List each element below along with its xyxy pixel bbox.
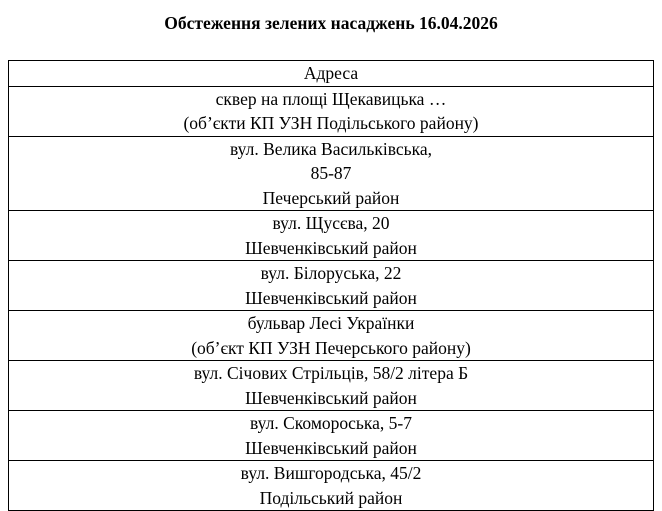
address-cell: [9, 411, 654, 461]
column-header-address: Адреса: [9, 61, 654, 87]
address-line: вул. Вишгородська, 45/2: [240, 463, 422, 483]
address-line: Шевченківський район: [245, 387, 417, 408]
address-line: Подільський район: [259, 487, 403, 508]
address-line: вул. Білоруська, 22: [260, 263, 402, 283]
address-cell: [9, 311, 654, 361]
address-cell: [9, 136, 654, 211]
address-table: [8, 60, 654, 511]
address-line: (об’єкти КП УЗН Подільського району): [183, 113, 479, 133]
address-line: бульвар Лесі Українки: [247, 313, 415, 333]
address-line: Печерський район: [262, 187, 400, 208]
table-row: [9, 211, 654, 261]
address-line: 85-87: [310, 163, 352, 183]
address-line: Шевченківський район: [245, 437, 417, 458]
table-header-row: [9, 61, 654, 87]
address-line: (об’єкт КП УЗН Печерського району): [191, 337, 471, 358]
table-row: [9, 411, 654, 461]
address-line: Шевченківський район: [245, 237, 417, 258]
table-row: [9, 261, 654, 311]
table-row: [9, 136, 654, 211]
address-line: сквер на площі Щекавицька …: [215, 88, 447, 109]
address-cell: [9, 211, 654, 261]
address-cell: [9, 86, 654, 136]
address-line: вул. Велика Васильківська,: [230, 138, 432, 159]
address-cell: [9, 461, 654, 511]
table-row: [9, 311, 654, 361]
address-cell: [9, 361, 654, 411]
address-line: вул. Щусєва, 20: [272, 213, 390, 233]
table-row: [9, 86, 654, 136]
address-cell: [9, 261, 654, 311]
address-line: вул. Скоморoська, 5-7: [250, 413, 412, 433]
address-line: вул. Січових Стрільців, 58/2 літера Б: [193, 363, 469, 383]
table-row: [9, 361, 654, 411]
table-row: [9, 461, 654, 511]
address-line: Шевченківський район: [245, 287, 417, 308]
document-title: Обстеження зелених насаджень 16.04.2026: [164, 13, 498, 33]
